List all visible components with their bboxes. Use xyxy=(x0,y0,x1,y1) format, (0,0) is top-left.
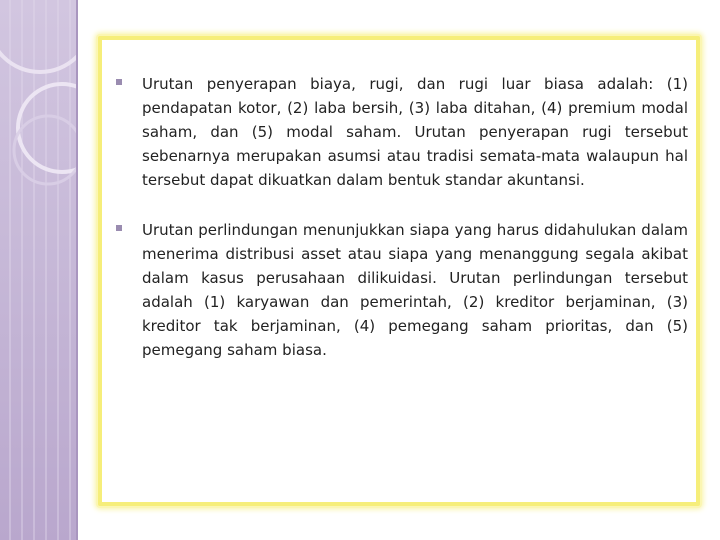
bullet-item xyxy=(116,72,688,192)
square-bullet-icon xyxy=(116,79,122,85)
decorative-sidebar xyxy=(0,0,78,540)
bullet-item xyxy=(116,218,688,362)
bullet-text: Urutan penyerapan biaya, rugi, dan rugi luar biasa adalah: (1) pendapatan kotor, (2) laba bersih, (3) laba ditahan, (4) premium modal saham, dan (5) modal saham. Urutan penyerapan rugi tersebut sebenarnya merupakan asumsi atau tradisi semata-mata walaupun hal tersebut dapat dikuatkan dalam bentuk standar akuntansi. xyxy=(142,75,688,189)
square-bullet-icon xyxy=(116,225,122,231)
bullet-list xyxy=(116,72,688,388)
decorative-circle-medium xyxy=(18,84,78,172)
bullet-text: Urutan perlindungan menunjukkan siapa yang harus didahulukan dalam menerima distribusi asset atau siapa yang menanggung segala akibat dalam kasus perusahaan dilikuidasi. Urutan perlindungan tersebut adalah (1) karyawan dan pemerintah, (2) kreditor berjaminan, (3) kreditor tak berjaminan, (4) pemegang saham prioritas, dan (5) pemegang saham biasa. xyxy=(142,221,688,359)
sidebar-divider xyxy=(76,0,78,540)
decorative-pattern xyxy=(0,0,78,540)
content-frame xyxy=(98,36,700,506)
decorative-circle-large xyxy=(0,0,78,72)
